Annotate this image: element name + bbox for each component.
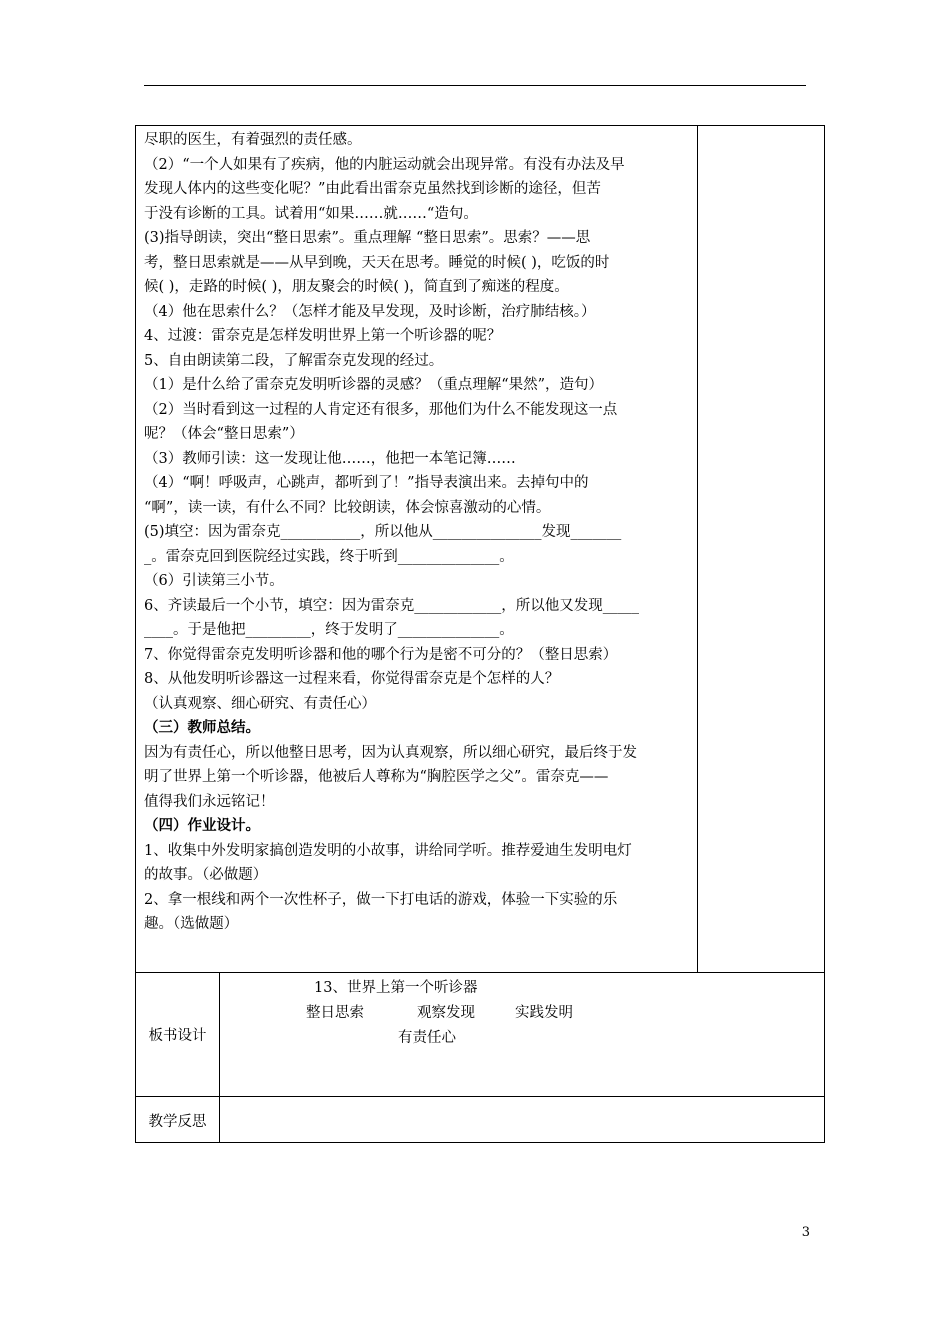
lesson-line: （6）引读第三小节。 [144,573,284,589]
lesson-line: （认真观察、细心研究、有责任心） [144,695,376,712]
label-column-divider [219,972,220,1143]
lesson-line: （1）是什么给了雷奈克发明听诊器的灵感？（重点理解“果然”，造句） [144,377,604,393]
lesson-line: （2）“一个人如果有了疾病，他的内脏运动就会出现异常。有没有办法及早 [144,156,625,173]
lesson-line: 值得我们永远铭记！ [144,793,275,810]
lesson-line: 于没有诊断的工具。试着用“如果……就……“造句。 [144,205,478,222]
reflection-label: 教学反思 [148,1114,207,1130]
lesson-plan-table [135,125,825,1143]
board-design-label: 板书设计 [148,1028,207,1044]
lesson-line: 8、从他发明听诊器这一过程来看，你觉得雷奈克是个怎样的人？ [144,671,560,687]
lesson-line: “啊”，读一读，有什么不同？比较朗读，体会惊喜激动的心情。 [144,499,551,516]
row-divider-reflection [136,1096,824,1097]
lesson-line: 尽职的医生，有着强烈的责任感。 [144,132,362,148]
lesson-line: 7、你觉得雷奈克发明听诊器和他的哪个行为是密不可分的？（整日思索） [144,646,618,663]
lesson-line: (3)指导朗读，突出“整日思索”。重点理解 “整日思索”。思索？——思 [144,230,591,246]
lesson-line: ____。于是他把_________，终于发明了______________。 [144,622,514,638]
lesson-content-cell [144,128,692,937]
lesson-line: 的故事。（必做题） [144,867,268,883]
row-divider-board [136,972,824,973]
lesson-line: 6、齐读最后一个小节，填空：因为雷奈克____________，所以他又发现_____ [144,597,639,614]
lesson-line: （三）教师总结。 [144,719,260,736]
lesson-line: (5)填空：因为雷奈克___________，所以他从_______________发现_______ [144,524,622,540]
lesson-line: 4、过渡：雷奈克是怎样发明世界上第一个听诊器的呢？ [144,328,502,344]
board-keyword-2: 观察发现 [417,1005,475,1021]
lesson-line: _。雷奈克回到医院经过实践，终于听到______________。 [144,548,514,565]
lesson-line: 候( )，走路的时候( )，朋友聚会的时候( )，简直到了痴迷的程度。 [144,279,569,295]
lesson-line: 5、自由朗读第二段，了解雷奈克发现的经过。 [144,352,444,369]
lesson-line: 趣。（选做题） [144,916,239,932]
lesson-line: （四）作业设计。 [144,817,260,834]
lesson-line: 因为有责任心，所以他整日思考，因为认真观察，所以细心研究，最后终于发 [144,744,637,761]
header-rule [144,85,806,86]
lesson-line: 1、收集中外发明家搞创造发明的小故事，讲给同学听。推荐爱迪生发明电灯 [144,842,632,859]
board-summary: 有责任心 [398,1030,456,1046]
lesson-line: （4）“啊！呼吸声，心跳声，都听到了！”指导表演出来。去掉句中的 [144,475,589,491]
board-design-title: 13、世界上第一个听诊器 [314,980,478,996]
board-keyword-1: 整日思索 [306,1005,364,1021]
lesson-line: （4）他在思索什么？（怎样才能及早发现，及时诊断，治疗肺结核。） [144,303,596,320]
lesson-line: 2、拿一根线和两个一次性杯子，做一下打电话的游戏，体验一下实验的乐 [144,891,618,908]
board-keyword-3: 实践发明 [515,1005,573,1021]
lesson-line: 呢？（体会“整日思索”） [144,426,304,442]
side-column-divider [697,126,698,972]
lesson-line: 发现人体内的这些变化呢？”由此看出雷奈克虽然找到诊断的途径，但苦 [144,181,601,197]
lesson-line: 明了世界上第一个听诊器，他被后人尊称为“胸腔医学之父”。雷奈克—— [144,769,609,785]
lesson-line: 考，整日思索就是——从早到晚，天天在思考。睡觉的时候( )，吃饭的时 [144,254,610,271]
lesson-line: （3）教师引读：这一发现让他……，他把一本笔记簿…… [144,450,516,467]
lesson-line: （2）当时看到这一过程的人肯定还有很多，那他们为什么不能发现这一点 [144,401,618,418]
page-number: 3 [801,1225,810,1240]
